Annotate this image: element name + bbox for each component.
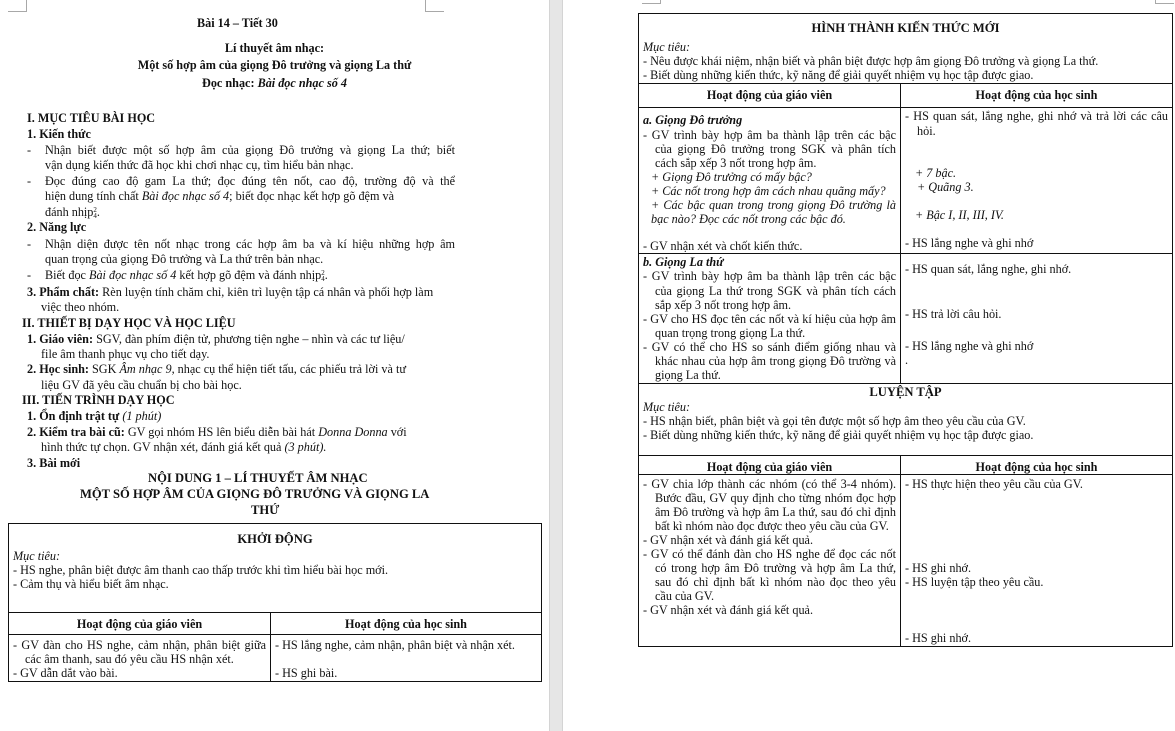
page-corner-mark — [1155, 0, 1174, 4]
teacher-equipment: 1. Giáo viên: SGV, đàn phím điện tử, phương tiện nghe – nhìn và các tư liệu/ — [27, 332, 405, 346]
time-signature: 2 4 — [93, 206, 97, 220]
warmup-table — [8, 523, 542, 682]
objective-label: Mục tiêu: — [643, 400, 691, 415]
knowledge-item: vận dụng kiến thức đã học khi chơi nhạc cụ, tìm hiểu bản nhạc. — [45, 158, 354, 172]
step-review-cont: hình thức tự chọn. GV nhận xét, đánh giá kết quả (3 phút). — [41, 440, 327, 454]
part-a-heading: a. Giọng Đô trưởng — [643, 113, 743, 128]
new-knowledge-table — [638, 13, 1173, 647]
warmup-objectives-cell — [9, 524, 542, 613]
content-heading: MỘT SỐ HỢP ÂM CỦA GIỌNG ĐÔ TRƯỞNG VÀ GIỌNG LA — [80, 487, 430, 501]
part-a-student-cell: - HS quan sát, lắng nghe, ghi nhớ và trả lời các câu hỏi. + 7 bậc. + Quãng 3. + Bậc I, II, III, IV. - HS lắng nghe và ghi nhớ — [901, 108, 1173, 254]
warmup-title: KHỞI ĐỘNG — [237, 532, 313, 546]
objective-item: - HS nhận biết, phân biệt và gọi tên được một số hợp âm theo yêu cầu của GV. — [643, 414, 1026, 429]
part-b-student-cell: - HS quan sát, lắng nghe, ghi nhớ. - HS trả lời câu hỏi. - HS lắng nghe và ghi nhớ . — [901, 254, 1173, 384]
column-header-teacher: Hoạt động của giáo viên — [9, 613, 271, 635]
subheading-knowledge: 1. Kiến thức — [27, 127, 91, 141]
document-page-left: Bài 14 – Tiết 30 Lí thuyết âm nhạc: Một số hợp âm của giọng Đô trưởng và giọng La thứ Đọc nhạc: Bài đọc nhạc số 4 I. MỤC TIÊU BÀI HỌC 1. Kiến thức - Nhận biết được một số hợp âm của giọng Đô trưởng và giọng La thứ; biết vận dụng kiến thức đã học khi chơi nhạc cụ, tìm hiểu bản nhạc. - Đọc đúng cao độ gam La thứ; đọc đúng tên nốt, cao độ, trường độ và thể hiện dung tính chất Bài đọc nhạc số 4; biết đọc nhạc kết hợp gõ đệm và đánh nhịp 2 4 . 2. Năng lực - Nhận diện được tên nốt nhạc trong các hợp âm ba và kí hiệu những hợp âm quan trọng của giọng Đô trưởng và La thứ trên bản nhạc. - Biết đọc Bài đọc nhạc số 4 kết hợp gõ đệm và đánh nhịp 2 4 . 3. Phẩm chất: Rèn luyện tính chăm chỉ, kiên trì luyện tập cá nhân và phối hợp làm việc theo nhóm. II. THIẾT BỊ DẠY HỌC VÀ HỌC LIỆU 1. Giáo viên: SGV, đàn phím điện tử, phương tiện nghe – nhìn và các tư liệu/ file âm thanh phục vụ cho tiết dạy. 2. Học sinh: SGK Âm nhạc 9, nhạc cụ thể hiện tiết tấu, các phiếu trả lời và tư liệu GV đã yêu cầu chuẩn bị cho bài học. III. TIẾN TRÌNH DẠY HỌC 1. Ổn định trật tự (1 phút) 2. Kiểm tra bài cũ: GV gọi nhóm HS lên biểu diễn bài hát Donna Donna với hình thức tự chọn. GV nhận xét, đánh giá kết quả (3 phút). 3. Bài mới NỘI DUNG 1 – LÍ THUYẾT ÂM NHẠC MỘT SỐ HỢP ÂM CỦA GIỌNG ĐÔ TRƯỞNG VÀ GIỌNG LA THỨ KHỞI ĐỘNG Mục tiêu: - HS nghe, phân biệt được âm thanh cao thấp trước khi tìm hiểu bài học mới. - Cảm thụ và hiểu biết âm nhạc. Hoạt động của giáo viên Hoạt động của học sinh - GV đàn cho HS nghe, cảm nhận, phân biệt giữa các âm thanh, sau đó yêu cầu HS nhận xét. - GV dẫn dắt vào bài. - HS lắng nghe, cảm nhận, phân biệt và nhận xét. - HS ghi bài. — [0, 0, 549, 731]
lesson-number: Bài 14 – Tiết 30 — [197, 16, 278, 30]
page-gutter — [549, 0, 563, 731]
column-header-student: Hoạt động của học sinh — [271, 613, 542, 635]
content-heading: NỘI DUNG 1 – LÍ THUYẾT ÂM NHẠC — [148, 471, 368, 485]
quality-paragraph-cont: việc theo nhóm. — [41, 300, 120, 314]
section-heading-process: III. TIẾN TRÌNH DẠY HỌC — [22, 393, 175, 407]
teacher-activity-cell: - GV đàn cho HS nghe, cảm nhận, phân biệt giữa các âm thanh, sau đó yêu cầu HS nhận xét. - GV dẫn dắt vào bài. — [9, 635, 271, 682]
section-heading-equipment: II. THIẾT BỊ DẠY HỌC VÀ HỌC LIỆU — [22, 316, 236, 330]
lesson-topic-title: Một số hợp âm của giọng Đô trưởng và giọng La thứ — [137, 58, 412, 72]
objective-item: - Cảm thụ và hiểu biết âm nhạc. — [13, 577, 169, 592]
column-header-teacher: Hoạt động của giáo viên — [639, 455, 901, 474]
section-heading-objectives: I. MỤC TIÊU BÀI HỌC — [27, 111, 156, 125]
page-corner-mark — [642, 0, 661, 4]
page-corner-mark — [8, 0, 27, 12]
step-order: 1. Ổn định trật tự (1 phút) — [27, 409, 162, 423]
objective-item: - Biết dùng những kiến thức, kỹ năng để giải quyết nhiệm vụ học tập được giao. — [643, 68, 1034, 83]
lesson-reading-title: Đọc nhạc: Bài đọc nhạc số 4 — [202, 76, 347, 90]
step-new-lesson: 3. Bài mới — [27, 456, 81, 470]
practice-student-cell: - HS thực hiện theo yêu cầu của GV. - HS ghi nhớ. - HS luyện tập theo yêu cầu. - HS ghi nhớ. — [901, 474, 1173, 646]
part-b-teacher-cell: b. Giọng La thứ - GV trình bày hợp âm ba thành lập trên các bậc của giọng La thứ trong SGK và phân tích cách sắp xếp 3 nốt trong hợp âm. - GV cho HS đọc tên các nốt và kí hiệu của hợp âm quan trọng trong giọng La thứ. - GV có thể cho HS so sánh điểm giống nhau và khác nhau của hợp âm trong giọng Đô trường và giọng La thứ. — [639, 254, 901, 384]
content-heading: THỨ — [251, 503, 280, 517]
objective-item: - Nêu được khái niệm, nhận biết và phân biệt được hợp âm giọng Đô trưởng và giọng La thứ. — [643, 54, 1099, 69]
new-knowledge-title: HÌNH THÀNH KIẾN THỨC MỚI — [811, 21, 1000, 35]
practice-title: LUYỆN TẬP — [869, 385, 942, 400]
step-review: 2. Kiểm tra bài cũ: GV gọi nhóm HS lên biểu diễn bài hát Donna Donna với — [27, 425, 407, 439]
competency-item: Nhận diện được tên nốt nhạc trong các hợp âm ba và kí hiệu những hợp âm — [45, 237, 455, 251]
column-header-teacher: Hoạt động của giáo viên — [639, 84, 901, 108]
knowledge-item: Nhận biết được một số hợp âm của giọng Đô trưởng và giọng La thứ; biết — [45, 143, 455, 157]
subheading-competency: 2. Năng lực — [27, 220, 87, 234]
competency-item: Biết đọc Bài đọc nhạc số 4 kết hợp gõ đệm và đánh nhịp 2 4 . — [45, 268, 328, 283]
student-activity-cell: - HS lắng nghe, cảm nhận, phân biệt và nhận xét. - HS ghi bài. — [271, 635, 542, 682]
practice-teacher-cell: - GV chia lớp thành các nhóm (có thể 3-4 nhóm). Bước đầu, GV quy định cho từng nhóm đọc hợp âm Đô trường và hợp âm La thứ, sau đó chỉ định bất kì nhóm nào đọc được theo yêu cầu của GV. - GV nhận xét và đánh giá kết quả. - GV có thể đánh đàn cho HS nghe để đọc các nốt có trong hợp âm Đô trường và hợp âm La thứ, sau đó chỉ định bất kì nhóm nào đọc theo yêu cầu của GV. - GV nhận xét và đánh giá kết quả. — [639, 474, 901, 646]
column-header-student: Hoạt động của học sinh — [901, 84, 1173, 108]
document-page-right — [563, 0, 1175, 731]
competency-item: quan trọng của giọng Đô trưởng và La thứ trên bản nhạc. — [45, 252, 324, 266]
objective-label: Mục tiêu: — [13, 549, 61, 564]
teacher-equipment-cont: file âm thanh phục vụ cho tiết dạy. — [41, 347, 210, 361]
page-corner-mark — [425, 0, 444, 12]
part-b-heading: b. Giọng La thứ — [643, 255, 724, 270]
student-equipment: 2. Học sinh: SGK Âm nhạc 9, nhạc cụ thể hiện tiết tấu, các phiếu trả lời và tư — [27, 362, 406, 376]
objective-item: - Biết dùng những kiến thức, kỹ năng để giải quyết nhiệm vụ học tập được giao. — [643, 428, 1034, 443]
new-knowledge-objectives-cell — [639, 14, 1173, 84]
practice-objectives-cell — [639, 384, 1173, 455]
time-signature: 2 4 — [321, 269, 325, 283]
knowledge-item: đánh nhịp 2 4 . — [45, 205, 100, 220]
part-a-teacher-cell: a. Giọng Đô trưởng - GV trình bày hợp âm ba thành lập trên các bậc của giọng Đô trưởng trong SGK và phân tích cách sắp xếp 3 nốt trong hợp âm. + Giọng Đô trưởng có mấy bậc? + Các nốt trong hợp âm cách nhau quãng mấy? + Các bậc quan trong trong giọng Đô trường là bạc nào? Đọc các nốt trong các bậc đó. - GV nhận xét và chốt kiến thức. — [639, 108, 901, 254]
column-header-student: Hoạt động của học sinh — [901, 455, 1173, 474]
lesson-theory-title: Lí thuyết âm nhạc: — [224, 41, 325, 55]
knowledge-item: Đọc đúng cao độ gam La thứ; đọc đúng tên nốt, cao độ, trường độ và thể — [45, 174, 455, 188]
quality-paragraph: 3. Phẩm chất: Rèn luyện tính chăm chỉ, kiên trì luyện tập cá nhân và phối hợp làm — [27, 285, 434, 299]
knowledge-item: hiện dung tính chất Bài đọc nhạc số 4; biết đọc nhạc kết hợp gõ đệm và — [45, 189, 394, 203]
objective-item: - HS nghe, phân biệt được âm thanh cao thấp trước khi tìm hiểu bài học mới. — [13, 563, 389, 578]
objective-label: Mục tiêu: — [643, 40, 691, 55]
student-equipment-cont: liệu GV đã yêu cầu chuẩn bị cho bài học. — [41, 378, 242, 392]
